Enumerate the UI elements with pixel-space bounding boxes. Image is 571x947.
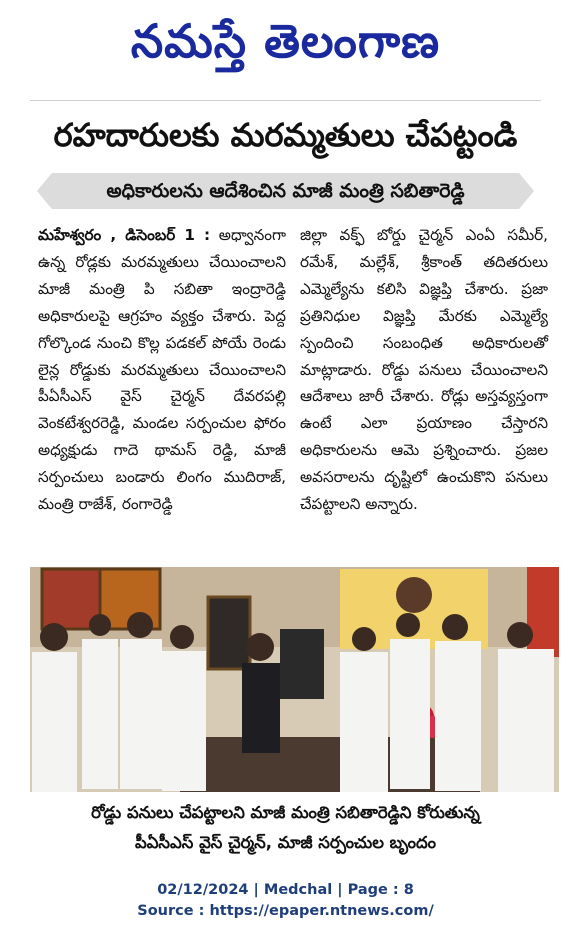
page-footer [0,880,571,922]
article-subheadline: అధికారులను ఆదేశించిన మాజీ మంత్రి సబితారెడ్డి [106,180,465,202]
header-divider [30,100,541,101]
article-body-right: జిల్లా వక్ఫ్ బోర్డు చైర్మన్ ఎంఏ సమీర్, రమేశ్, మల్లేశ్, శ్రీకాంత్ తదితరులు ఎమ్మెల్యేను కలిసి విజ్ఞప్తి చేశారు. ప్రజా ప్రతినిధుల విజ్ఞప్తి మేరకు ఎమ్మెల్యే స్పందించి సంబంధిత అధికారులతో మాట్లాడారు. రోడ్డు పనులు చేయించాలని ఆదేశాలు జారీ చేశారు. రోడ్లు అస్తవ్యస్తంగా ఉంటే ఎలా ప్రయాణం చేస్తారని అధికారులను ఆమె ప్రశ్నించారు. ప్రజల అవసరాలను దృష్టిలో ఉంచుకొని పనులు చేపట్టాలని అన్నారు. [300,226,548,514]
photo-caption [0,798,571,858]
article-column-left [38,222,286,518]
article-headline: రహదారులకు మరమ్మతులు చేపట్టండి [53,116,518,154]
news-photo-illustration [30,567,559,792]
source-link[interactable]: Source : https://epaper.ntnews.com/ [137,903,434,919]
edition-info: 02/12/2024 | Medchal | Page : 8 [157,882,414,898]
article-dateline: మహేశ్వరం , డిసెంబర్ 1 : [38,226,211,244]
newspaper-masthead: నమస్తే తెలంగాణ [130,14,441,68]
photo-caption-line-1: రోడ్డు పనులు చేపట్టాలని మాజీ మంత్రి సబితారెడ్డిని కోరుతున్న [91,803,480,822]
news-photo [30,567,559,792]
article-body-left: అధ్వానంగా ఉన్న రోడ్లకు మరమ్మతులు చేయించాలని మాజీ మంత్రి పి సబితా ఇంద్రారెడ్డి అధికారులపై ఆగ్రహం వ్యక్తం చేశారు. పెద్ద గోల్కొండ నుంచి కొల్ల పడకల్ పోయే రెండు లైన్ల రోడ్డుకు మరమ్మతులు చేయించాలని పీఏసీఎస్ వైస్ చైర్మన్ దేవరపల్లి వెంకటేశ్వరరెడ్డి, మండల సర్పంచుల ఫోరం అధ్యక్షుడు గాదె థామస్ రెడ్డి, మాజీ సర్పంచులు బండారు లింగం ముదిరాజ్, మంత్రి రాజేశ్, రంగారెడ్డి [38,226,286,514]
photo-caption-line-2: పీఏసీఎస్ వైస్ చైర్మన్, మాజీ సర్పంచుల బృందం [134,833,437,852]
article-column-right [300,222,548,518]
